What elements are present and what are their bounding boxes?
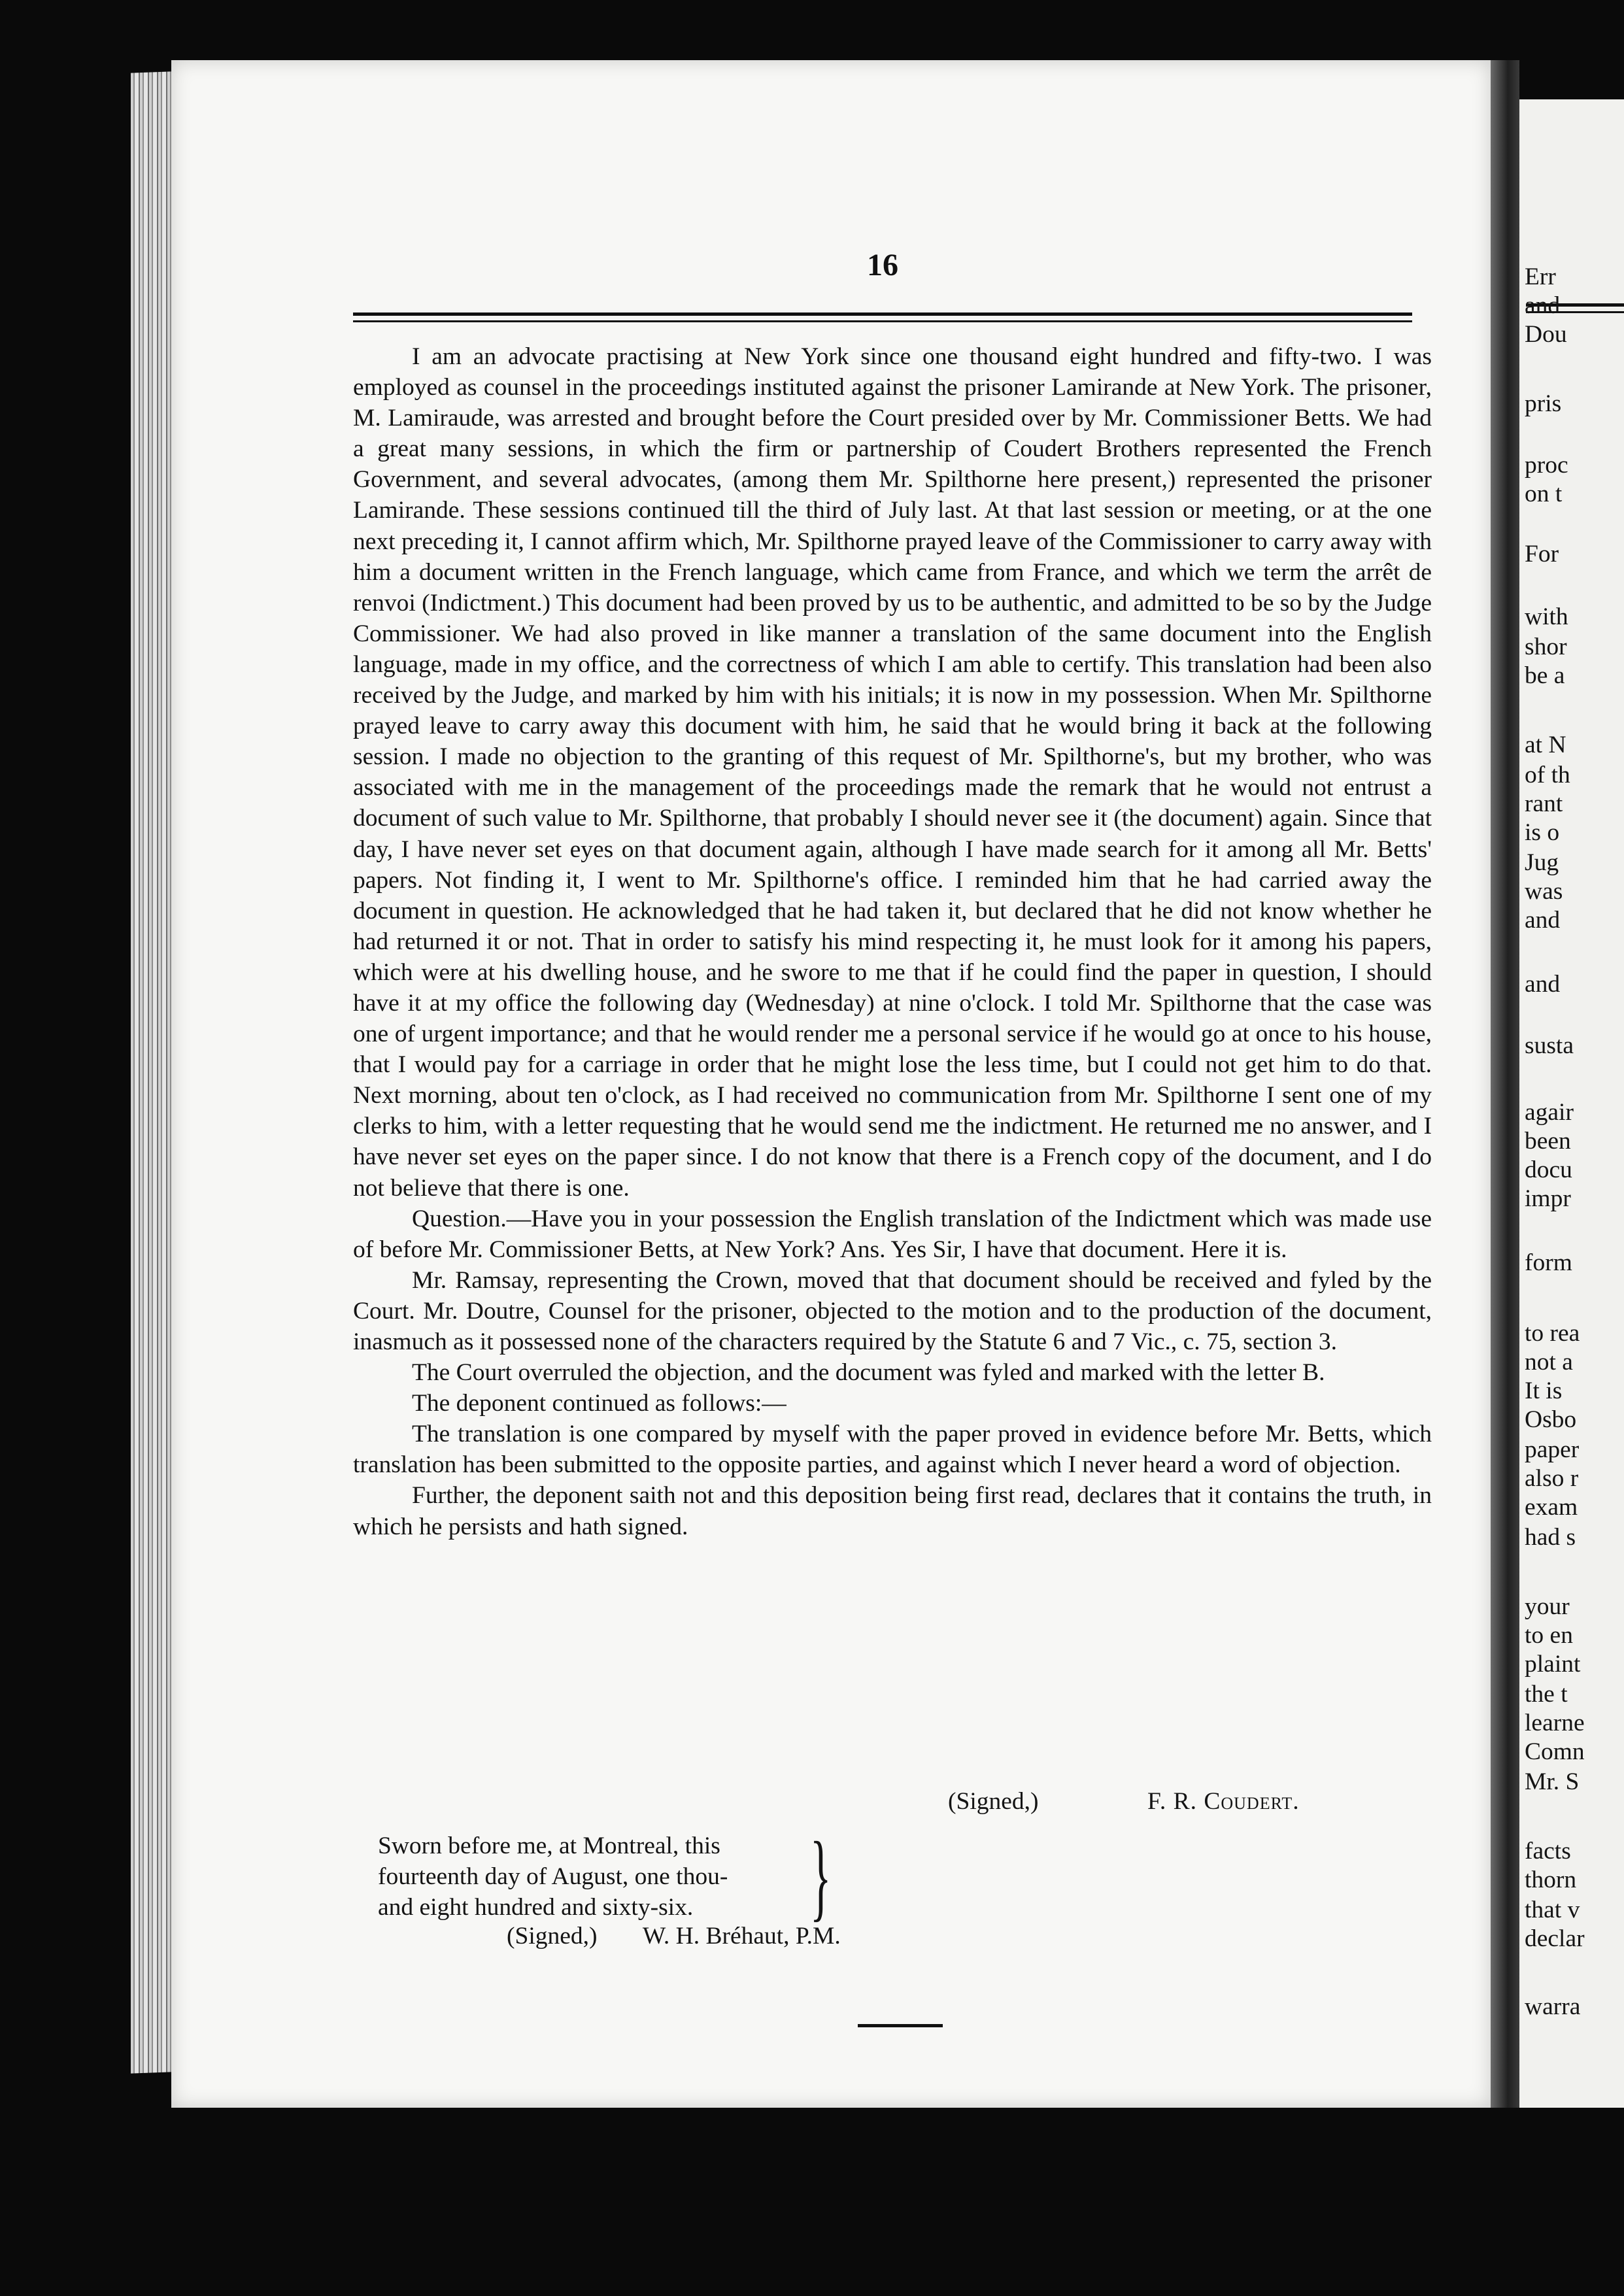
next-page-fragment: was — [1525, 878, 1563, 905]
paragraph: Question.—Have you in your possession the English translation of the Indictment which was made use of before Mr. Commissioner Betts, at New York? Ans. Yes Sir, I have that document. Here it is. — [353, 1205, 1432, 1263]
next-page — [1519, 99, 1624, 2108]
next-page-fragment: the t — [1525, 1681, 1568, 1708]
next-page-fragment: agair — [1525, 1099, 1574, 1126]
next-page-fragment: rant — [1525, 790, 1563, 817]
next-page-fragment: not a — [1525, 1349, 1573, 1376]
paragraph: The translation is one compared by myself with the paper proved in evidence before Mr. Betts, which translation has been submitted to the opposite parties, and against which I never heard a word of objection. — [353, 1421, 1432, 1479]
paragraph: Further, the deponent saith not and this deposition being first read, declares that it contains the truth, in which he persists and hath signed. — [353, 1482, 1432, 1540]
next-page-fragment: had s — [1525, 1524, 1576, 1551]
next-page-fragment: susta — [1525, 1032, 1574, 1059]
page-number: 16 — [867, 248, 898, 282]
signed-label: (Signed,) — [948, 1788, 1039, 1815]
next-page-fragment: paper — [1525, 1436, 1580, 1463]
next-page-fragment: exam — [1525, 1494, 1578, 1521]
next-page-fragment: impr — [1525, 1185, 1571, 1212]
next-page-fragment: learne — [1525, 1710, 1585, 1736]
next-page-fragment: Osbo — [1525, 1406, 1577, 1433]
paragraph: The deponent continued as follows:— — [412, 1390, 787, 1417]
next-page-fragment: and — [1525, 907, 1561, 934]
signed-label: (Signed,) — [507, 1923, 598, 1950]
end-rule — [858, 2024, 943, 2027]
next-page-fragment: to rea — [1525, 1320, 1580, 1347]
next-page-fragment: shor — [1525, 633, 1567, 660]
next-page-fragment: is o — [1525, 819, 1560, 846]
next-page-fragment: at N — [1525, 732, 1566, 758]
next-page-fragment: form — [1525, 1249, 1572, 1276]
next-page-fragment: Dou — [1525, 321, 1567, 348]
jurat-line: Sworn before me, at Montreal, this — [378, 1832, 720, 1859]
paragraph: I am an advocate practising at New York since one thousand eight hundred and fifty-two. I was employed as counsel in the proceedings instituted against the prisoner Lamirande at New York. The prisoner, M. Lamiraude, was arrested and brought before the Court presided over by Mr. Commissioner Betts. We had a great many sessions, in which the firm or partnership of Coudert Brothers represented the French Government, and several advocates, (among them Mr. Spilthorne here present,) represented the prisoner Lamirande. These sessions continued till the third of July last. At that last session or meeting, or at the one next preceding it, I cannot affirm which, Mr. Spilthorne prayed leave of the Commissioner to carry away with him a document written in the French language, which came from France, and which we term the arrêt de renvoi (Indictment.) This document had been proved by us to be authentic, and admitted to be so by the Judge Commissioner. We had also proved in like manner a translation of the same document into the English language, made in my office, and the correctness of which I am able to certify. This translation had been also received by the Judge, and marked by him with his initials; it is now in my possession. When Mr. Spilthorne prayed leave to carry away this document with him, he said that he would bring it back at the following session. I made no objection to the granting of this request of Mr. Spilthorne's, but my brother, who was associated with me in the management of the proceedings made the remark that he would not entrust a document of such value to Mr. Spilthorne, that probably I should never see it (the document) again. Since that day, I have never set eyes on that document again, although I have made search for it among all Mr. Betts' papers. Not finding it, I went to Mr. Spilthorne's office. I reminded him that he had carried away the document in question. He acknowledged that he had taken it, but declared that he did not know whether he had returned it or not. That in order to satisfy his mind respecting it, he must look for it among his papers, which were at his dwelling house, and he swore to me that if he could find the paper in question, I should have it at my office the following day (Wednesday) at nine o'clock. I told Mr. Spilthorne that the case was one of urgent importance; and that he would render me a personal service if he would go at once to his house, that I would pay for a carriage in order that he might lose the less time, but I could not get him to do that. Next morning, about ten o'clock, as I had received no communication from Mr. Spilthorne I sent one of my clerks to him, with a letter requesting that he would send me the indictment. He returned me no answer, and I have never set eyes on the paper since. I do not know that there is a French copy of the document, and I do not believe that there is one. — [353, 343, 1432, 1202]
next-page-fragment: and — [1525, 971, 1561, 998]
next-page-fragment: on t — [1525, 481, 1563, 507]
next-page-fragment: pris — [1525, 390, 1562, 417]
next-page-fragment: your — [1525, 1593, 1570, 1620]
paragraph: The Court overruled the objection, and the document was fyled and marked with the letter B. — [412, 1359, 1325, 1387]
next-page-fragment: and — [1525, 292, 1561, 319]
next-page-fragment: also r — [1525, 1465, 1579, 1492]
next-page-fragment: Comn — [1525, 1738, 1585, 1765]
jurat — [378, 1831, 809, 1923]
next-page-fragment: that v — [1525, 1897, 1580, 1923]
next-page-fragment: been — [1525, 1128, 1571, 1155]
book-gutter — [1491, 60, 1519, 2108]
next-page-fragment: facts — [1525, 1838, 1571, 1865]
header-rule — [353, 312, 1412, 316]
next-page-fragment: For — [1525, 541, 1559, 567]
next-page-fragment: warra — [1525, 1993, 1581, 2020]
next-page-fragment: thorn — [1525, 1866, 1577, 1893]
signature-line — [353, 1787, 1432, 1820]
next-page-fragment: plaint — [1525, 1651, 1581, 1678]
jurat-line: fourteenth day of August, one thou- — [378, 1863, 728, 1890]
next-page-fragment: to en — [1525, 1622, 1573, 1649]
jurat-brace: } — [810, 1822, 832, 1931]
jurat-line: and eight hundred and sixty-six. — [378, 1894, 694, 1921]
next-page-fragment: Mr. S — [1525, 1768, 1580, 1795]
deposition-text — [353, 341, 1432, 1542]
next-page-fragment: docu — [1525, 1156, 1572, 1183]
next-page-fragment: be a — [1525, 662, 1565, 689]
next-page-fragment: Jug — [1525, 849, 1559, 876]
next-page-fragment: declar — [1525, 1925, 1585, 1952]
next-page-fragment: It is — [1525, 1377, 1563, 1404]
signatory-name: F. R. Coudert. — [1147, 1788, 1300, 1815]
next-page-fragment: Err — [1525, 263, 1556, 290]
next-page-fragment: with — [1525, 603, 1568, 630]
next-page-fragment: proc — [1525, 452, 1568, 479]
header-rule-thin — [353, 320, 1412, 322]
commissioner-name: W. H. Bréhaut, P.M. — [642, 1923, 841, 1950]
paragraph: Mr. Ramsay, representing the Crown, moved that that document should be received and fyled by the Court. Mr. Doutre, Counsel for the prisoner, objected to the motion and to the production of the document, inasmuch as it possessed none of the characters required by the Statute 6 and 7 Vic., c. 75, section 3. — [353, 1266, 1432, 1355]
commissioner-signature — [507, 1922, 1095, 1950]
next-page-fragment: of th — [1525, 762, 1570, 788]
